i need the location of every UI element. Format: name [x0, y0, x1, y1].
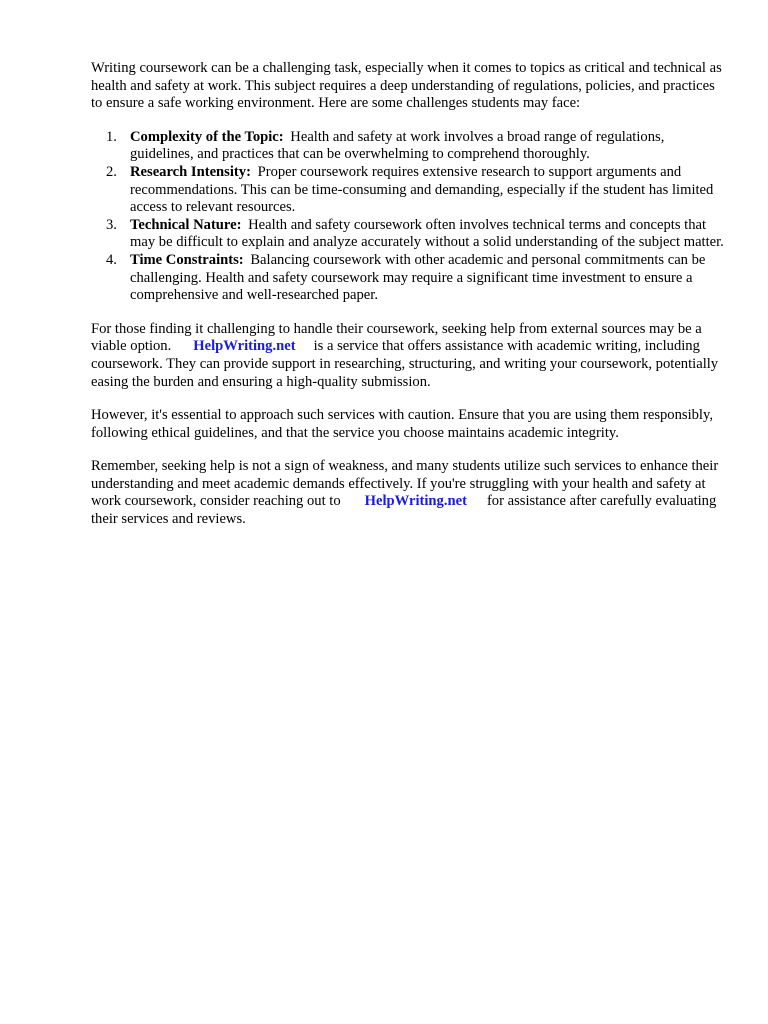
- list-item-term: Technical Nature:: [130, 216, 242, 233]
- closing-text-after: for assistance after carefully evaluating their services and reviews.: [91, 493, 717, 528]
- helpwriting-link[interactable]: HelpWriting.net: [364, 493, 467, 510]
- caution-paragraph: However, it's essential to approach such services with caution. Ensure that you are using them responsibly, following ethical guidelines, and that the service you choose maintains academic integrity.: [91, 407, 713, 441]
- list-item: [106, 251, 725, 305]
- list-item-term: Research Intensity:: [130, 163, 251, 180]
- list-item: [106, 163, 725, 217]
- helpwriting-link[interactable]: HelpWriting.net: [193, 338, 296, 355]
- list-item-number: 1.: [106, 128, 117, 145]
- list-item-text: Health and safety coursework often involves technical terms and concepts that may be difficult to explain and analyze accurately without a solid understanding of the subject matter.: [130, 216, 724, 251]
- list-item-text: Health and safety at work involves a broad range of regulations, guidelines, and practices that can be overwhelming to comprehend thoroughly.: [130, 128, 665, 163]
- list-item-number: 2.: [106, 163, 117, 180]
- document-page: [91, 60, 725, 545]
- list-item-text: Balancing coursework with other academic and personal commitments can be challenging. Health and safety coursework may require a significant time investment to ensure a comprehensive and well-researched paper.: [130, 251, 706, 304]
- list-item-term: Complexity of the Topic:: [130, 128, 284, 145]
- help-option-text-after: is a service that offers assistance with academic writing, including coursework. They can provide support in researching, structuring, and writing your coursework, potentially easing the burden and ensuring a high-quality submission.: [91, 338, 719, 390]
- closing-paragraph: [91, 458, 725, 528]
- list-item-text: Proper coursework requires extensive research to support arguments and recommendations. This can be time-consuming and demanding, especially if the student has limited access to relevant resources.: [130, 163, 714, 216]
- help-option-paragraph: [91, 321, 725, 391]
- help-option-text-before: For those finding it challenging to handle their coursework, seeking help from external sources may be a viable option.: [91, 320, 702, 355]
- closing-text-before: Remember, seeking help is not a sign of weakness, and many students utilize such services to enhance their understanding and meet academic demands effectively. If you're struggling with your health and safety at work coursework, consider reaching out to: [91, 458, 719, 510]
- list-item: [106, 128, 725, 164]
- list-item-term: Time Constraints:: [130, 251, 244, 268]
- list-item-number: 4.: [106, 251, 117, 268]
- list-item-number: 3.: [106, 216, 117, 233]
- intro-paragraph: Writing coursework can be a challenging task, especially when it comes to topics as critical and technical as health and safety at work. This subject requires a deep understanding of regulations, policies, and practices to ensure a safe working environment. Here are some challenges students may face:: [91, 60, 722, 112]
- challenges-list: [91, 129, 725, 305]
- list-item: [106, 216, 725, 252]
